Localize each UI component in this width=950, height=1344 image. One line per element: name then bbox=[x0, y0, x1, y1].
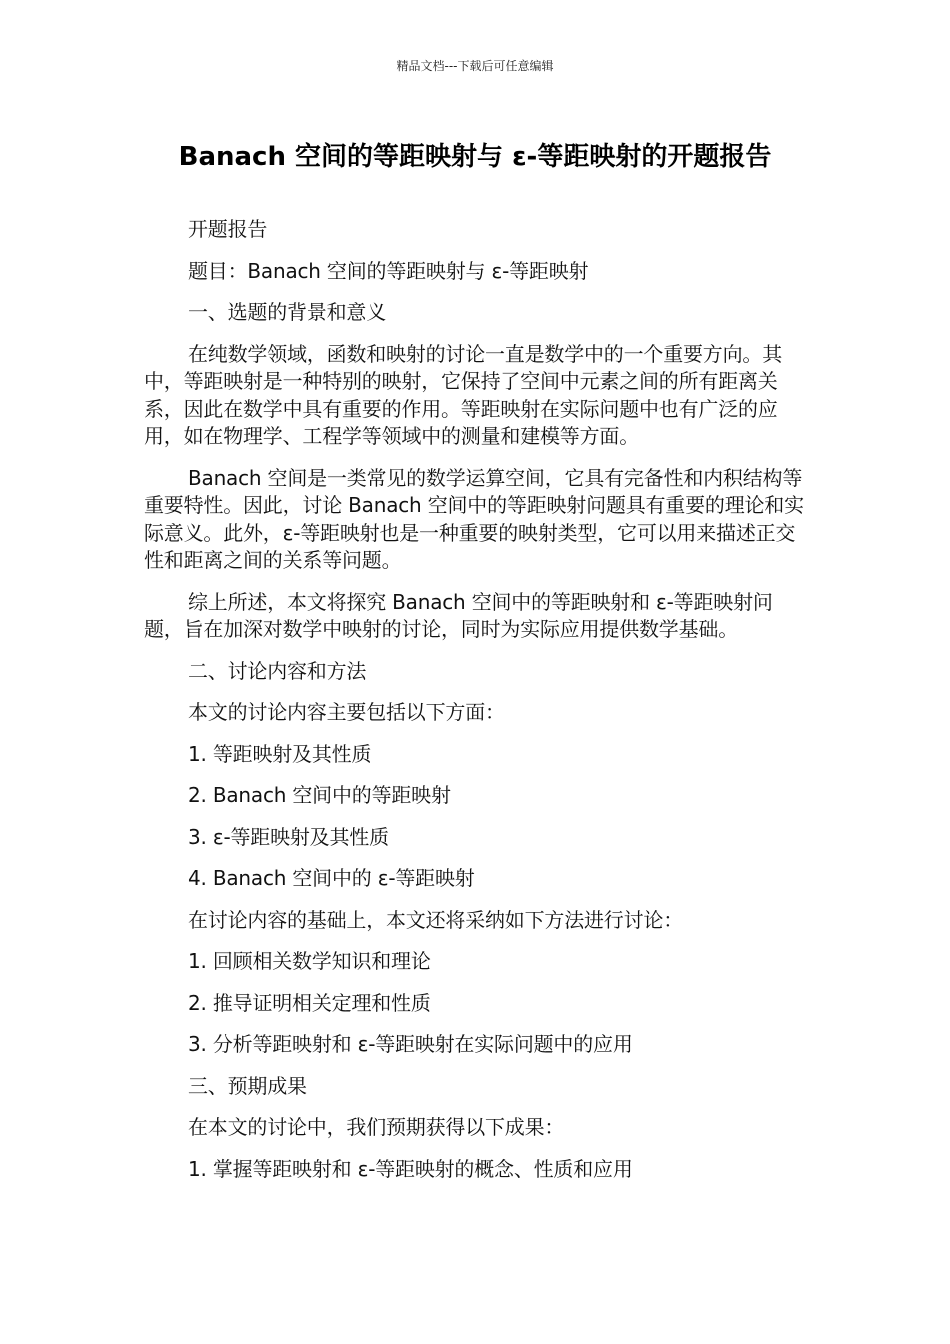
paragraph-summary: 综上所述，本文将探究 Banach 空间中的等距映射和 ε-等距映射问题，旨在加深对数学中映射的讨论，同时为实际应用提供数学基础。 bbox=[144, 589, 773, 641]
list-item: 1. 掌握等距映射和 ε-等距映射的概念、性质和应用 bbox=[188, 1156, 633, 1181]
section-heading-content-methods: 二、讨论内容和方法 bbox=[188, 658, 367, 683]
list-item: 4. Banach 空间中的 ε-等距映射 bbox=[188, 866, 475, 890]
section-heading-background: 一、选题的背景和意义 bbox=[188, 300, 386, 324]
list-item: 3. ε-等距映射及其性质 bbox=[188, 824, 389, 849]
document-body bbox=[144, 216, 808, 1197]
results-intro: 在本文的讨论中，我们预期获得以下成果： bbox=[188, 1115, 565, 1139]
section-heading-expected-results: 三、预期成果 bbox=[188, 1073, 307, 1098]
paragraph-background-2: Banach 空间是一类常见的数学运算空间，它具有完备性和内积结构等重要特性。因此，讨论 Banach 空间中的等距映射问题具有重要的理论和实际意义。此外，ε-等距映射也是一种重要的映射类型，它可以用来描述正交性和距离之间的关系等问题。 bbox=[144, 465, 804, 572]
topic-line: 题目：Banach 空间的等距映射与 ε-等距映射 bbox=[188, 258, 589, 283]
methods-intro: 在讨论内容的基础上，本文还将采纳如下方法进行讨论： bbox=[188, 907, 683, 932]
paragraph-background-1: 在纯数学领域，函数和映射的讨论一直是数学中的一个重要方向。其中，等距映射是一种特别的映射，它保持了空间中元素之间的所有距离关系，因此在数学中具有重要的作用。等距映射在实际问题中也有广泛的应用，如在物理学、工程学等领域中的测量和建模等方面。 bbox=[144, 341, 782, 448]
document-title: Banach 空间的等距映射与 ε-等距映射的开题报告 bbox=[178, 142, 772, 172]
list-item: 2. Banach 空间中的等距映射 bbox=[188, 783, 451, 807]
list-item: 1. 回顾相关数学知识和理论 bbox=[188, 949, 431, 973]
list-item: 3. 分析等距映射和 ε-等距映射在实际问题中的应用 bbox=[188, 1032, 633, 1056]
content-intro: 本文的讨论内容主要包括以下方面： bbox=[188, 700, 505, 724]
list-item: 1. 等距映射及其性质 bbox=[188, 741, 372, 766]
list-item: 2. 推导证明相关定理和性质 bbox=[188, 990, 431, 1015]
header-note: 精品文档---下载后可任意编辑 bbox=[396, 59, 554, 73]
section-label: 开题报告 bbox=[188, 217, 268, 241]
